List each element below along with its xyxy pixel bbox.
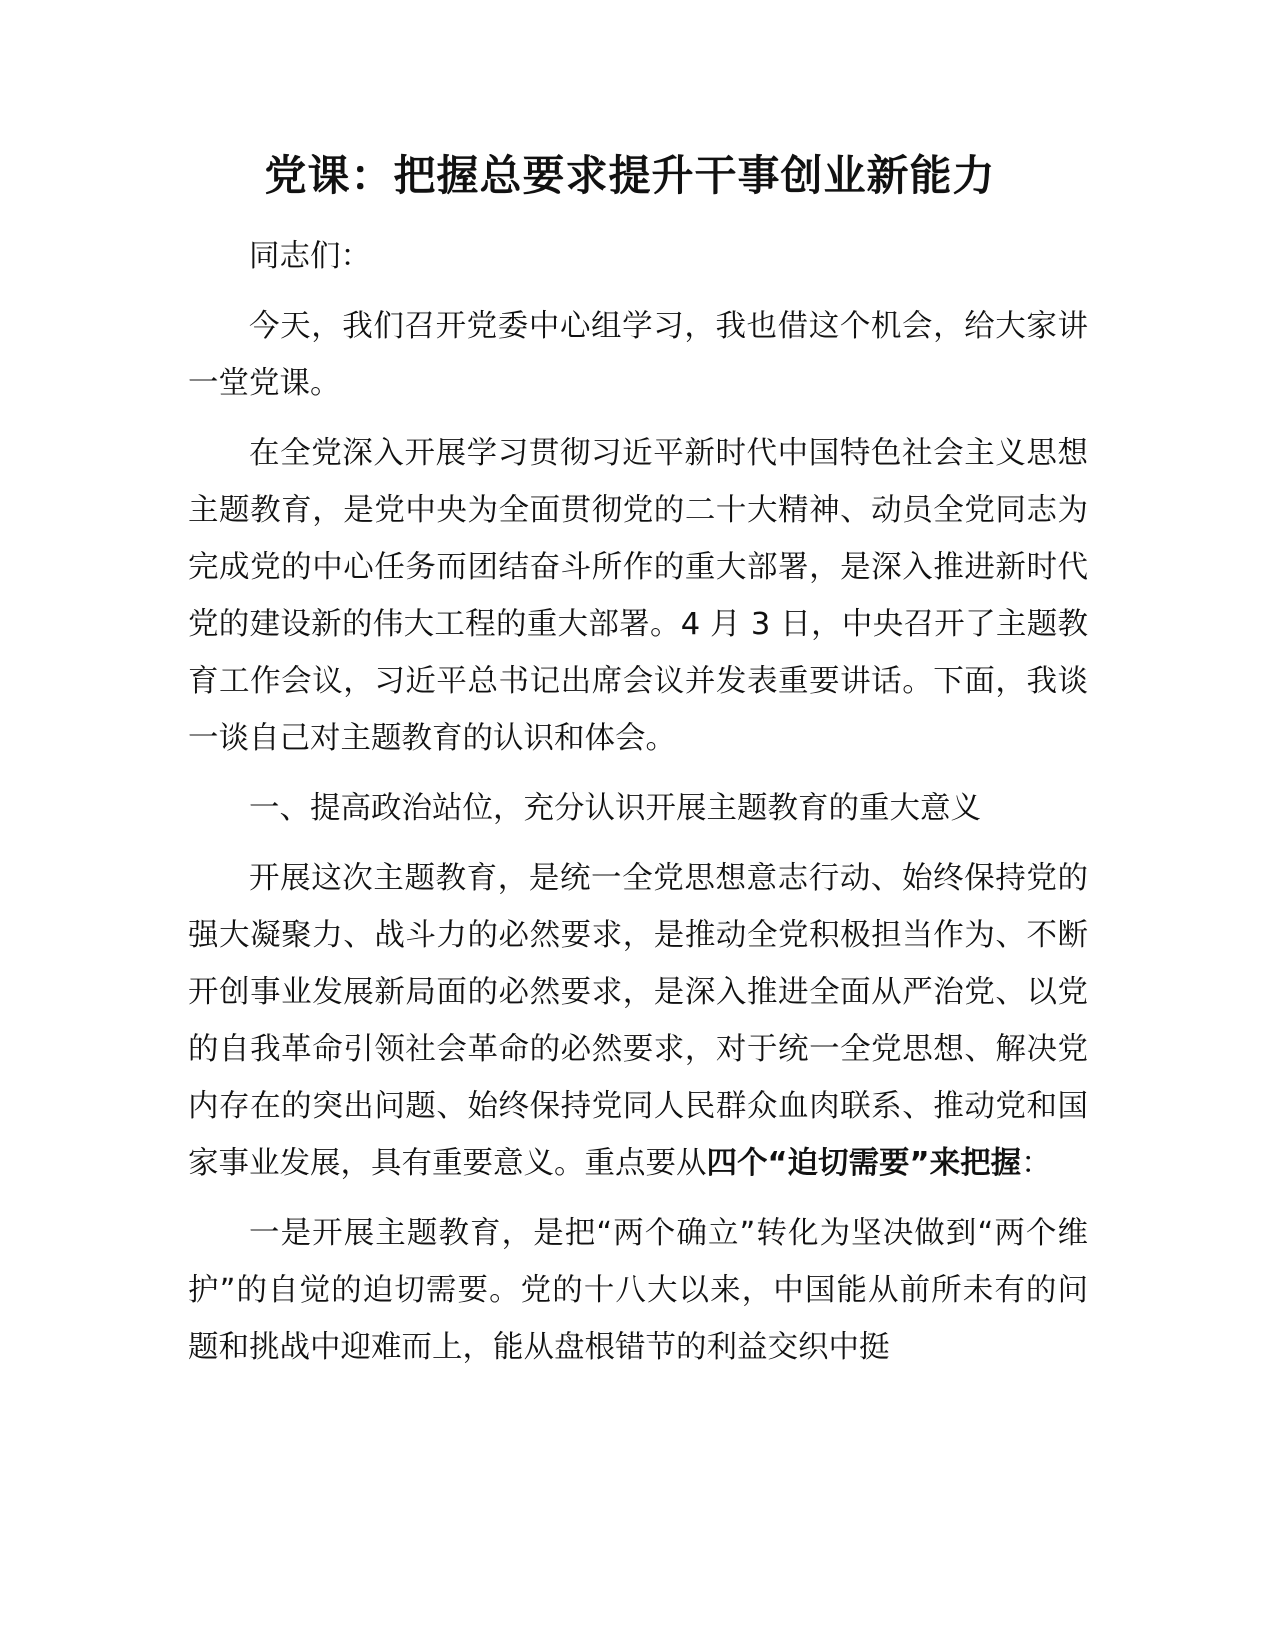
section-heading-1: 一、提高政治站位，充分认识开展主题教育的重大意义: [249, 791, 981, 826]
document-title: 党课：把握总要求提升干事创业新能力: [264, 151, 996, 200]
paragraph-significance: [188, 850, 1088, 1192]
paragraph-significance-emphasis: 四个“迫切需要”来把握: [706, 1146, 1022, 1181]
paragraph-background: 在全党深入开展学习贯彻习近平新时代中国特色社会主义思想主题教育，是党中央为全面贯彻党的二十大精神、动员全党同志为完成党的中心任务而团结奋斗所作的重大部署，是深入推进新时代党的建设新的伟大工程的重大部署。4 月 3 日，中央召开了主题教育工作会议，习近平总书记出席会议并发表重要讲话。下面，我谈一谈自己对主题教育的认识和体会。: [188, 436, 1088, 756]
document-body: [188, 228, 1088, 1389]
paragraph-point-one: 一是开展主题教育，是把“两个确立”转化为坚决做到“两个维护”的自觉的迫切需要。党的十八大以来，中国能从前所未有的问题和挑战中迎难而上，能从盘根错节的利益交织中挺: [188, 1216, 1088, 1365]
paragraph-intro: 今天，我们召开党委中心组学习，我也借这个机会，给大家讲一堂党课。: [188, 309, 1088, 401]
salutation: 同志们：: [249, 239, 371, 274]
paragraph-significance-colon: ：: [1021, 1146, 1052, 1181]
paragraph-significance-text: 开展这次主题教育，是统一全党思想意志行动、始终保持党的强大凝聚力、战斗力的必然要求，是推动全党积极担当作为、不断开创事业发展新局面的必然要求，是深入推进全面从严治党、以党的自我革命引领社会革命的必然要求，对于统一全党思想、解决党内存在的突出问题、始终保持党同人民群众血肉联系、推动党和国家事业发展，具有重要意义。重点要从: [188, 861, 1088, 1181]
